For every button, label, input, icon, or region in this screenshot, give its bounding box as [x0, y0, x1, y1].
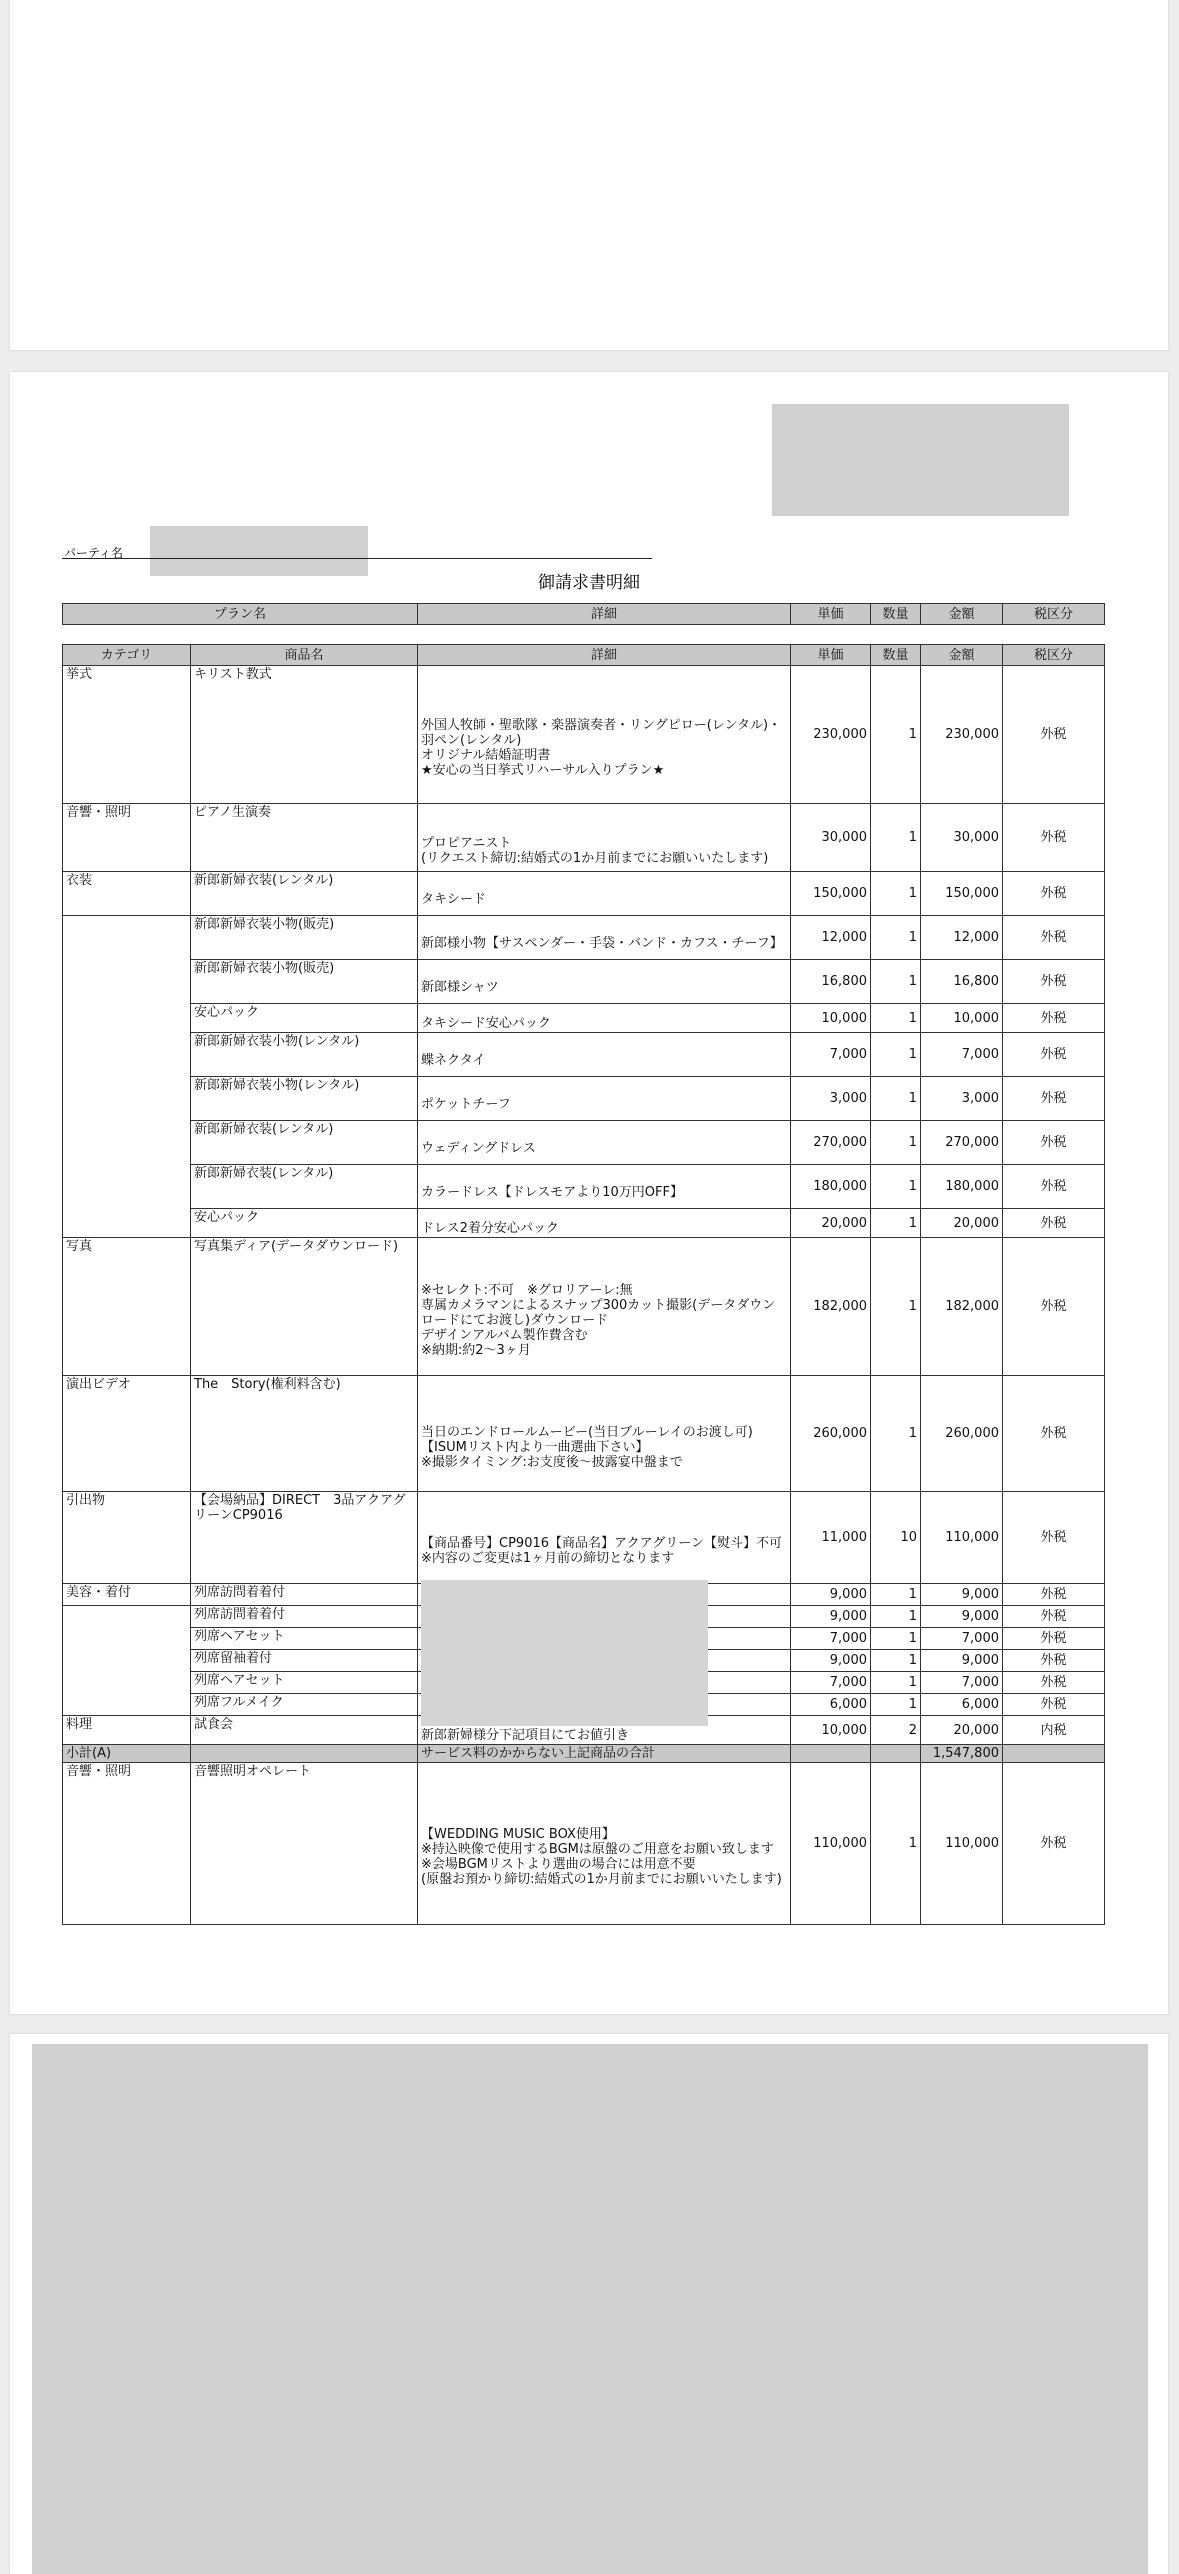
category-cell	[63, 1209, 191, 1238]
detail-cell: 新郎様シャツ	[418, 960, 791, 1004]
subtotal-empty	[871, 1745, 921, 1763]
quantity-cell: 1	[871, 1376, 921, 1492]
tax-category-cell: 外税	[1003, 1033, 1105, 1077]
unit-price-cell: 6,000	[791, 1694, 871, 1716]
category-cell	[63, 1004, 191, 1033]
table-row	[63, 916, 1105, 960]
subtotal-label: 小計(A)	[63, 1745, 191, 1763]
plan-header-row	[63, 604, 1105, 625]
detail-cell: ※セレクト:不可 ※グロリアーレ:無 専属カメラマンによるスナップ300カット撮影(データダウンロードにてお渡し)ダウンロード デザインアルバム製作費含む ※納期:約2〜3ヶ月	[418, 1238, 791, 1376]
detail-cell: 新郎様小物【サスペンダー・手袋・バンド・カフス・チーフ】	[418, 916, 791, 960]
category-cell: 写真	[63, 1238, 191, 1376]
category-cell: 音響・照明	[63, 1763, 191, 1925]
redacted-detail-block	[421, 1580, 708, 1726]
unit-price-cell: 230,000	[791, 666, 871, 804]
subtotal-empty	[791, 1745, 871, 1763]
amount-cell: 7,000	[921, 1672, 1003, 1694]
column-header: 単価	[791, 604, 871, 625]
tax-category-cell: 外税	[1003, 1077, 1105, 1121]
quantity-cell: 1	[871, 1121, 921, 1165]
detail-cell: 【WEDDING MUSIC BOX使用】 ※持込映像で使用するBGMは原盤のご用意をお願い致します ※会場BGMリストより選曲の場合には用意不要 (原盤お預かり締切:結婚式の1か月前までにお願いいたします)	[418, 1763, 791, 1925]
column-header: 数量	[871, 645, 921, 666]
product-name-cell: 列席ヘアセット	[191, 1628, 418, 1650]
amount-cell: 20,000	[921, 1209, 1003, 1238]
tax-category-cell: 外税	[1003, 1121, 1105, 1165]
product-name-cell: The Story(権利料含む)	[191, 1376, 418, 1492]
category-cell	[63, 960, 191, 1004]
unit-price-cell: 7,000	[791, 1672, 871, 1694]
tax-category-cell: 外税	[1003, 1628, 1105, 1650]
tax-category-cell: 外税	[1003, 1165, 1105, 1209]
table-row	[63, 1763, 1105, 1925]
amount-cell: 16,800	[921, 960, 1003, 1004]
quantity-cell: 1	[871, 1004, 921, 1033]
quantity-cell: 1	[871, 1033, 921, 1077]
amount-cell: 110,000	[921, 1492, 1003, 1584]
unit-price-cell: 7,000	[791, 1628, 871, 1650]
subtotal-row	[63, 1745, 1105, 1763]
quantity-cell: 1	[871, 1672, 921, 1694]
product-name-cell: 新郎新婦衣装(レンタル)	[191, 872, 418, 916]
column-header: 商品名	[191, 645, 418, 666]
detail-cell: ドレス2着分安心パック	[418, 1209, 791, 1238]
redacted-block	[32, 2044, 1148, 2574]
quantity-cell: 1	[871, 916, 921, 960]
unit-price-cell: 20,000	[791, 1209, 871, 1238]
amount-cell: 10,000	[921, 1004, 1003, 1033]
tax-category-cell: 外税	[1003, 872, 1105, 916]
detail-cell: 【商品番号】CP9016【商品名】アクアグリーン【熨斗】不可 ※内容のご変更は1ヶ月前の締切となります	[418, 1492, 791, 1584]
tax-category-cell: 外税	[1003, 916, 1105, 960]
category-cell	[63, 1694, 191, 1716]
product-name-cell: 新郎新婦衣装(レンタル)	[191, 1121, 418, 1165]
party-label: パーティ名	[64, 546, 124, 560]
amount-cell: 180,000	[921, 1165, 1003, 1209]
unit-price-cell: 9,000	[791, 1606, 871, 1628]
detail-cell: 当日のエンドロールムービー(当日ブルーレイのお渡し可) 【ISUMリスト内より一曲選曲下さい】 ※撮影タイミング:お支度後〜披露宴中盤まで	[418, 1376, 791, 1492]
party-underline	[62, 558, 652, 559]
unit-price-cell: 11,000	[791, 1492, 871, 1584]
product-name-cell: 新郎新婦衣装小物(販売)	[191, 916, 418, 960]
product-name-cell: 【会場納品】DIRECT 3品アクアグリーンCP9016	[191, 1492, 418, 1584]
unit-price-cell: 182,000	[791, 1238, 871, 1376]
column-header: カテゴリ	[63, 645, 191, 666]
column-header: 単価	[791, 645, 871, 666]
unit-price-cell: 150,000	[791, 872, 871, 916]
quantity-cell: 1	[871, 804, 921, 872]
column-header: 詳細	[418, 645, 791, 666]
amount-cell: 9,000	[921, 1650, 1003, 1672]
quantity-cell: 1	[871, 960, 921, 1004]
category-cell	[63, 916, 191, 960]
amount-cell: 9,000	[921, 1606, 1003, 1628]
detail-cell: 蝶ネクタイ	[418, 1033, 791, 1077]
category-cell	[63, 1033, 191, 1077]
table-row	[63, 1004, 1105, 1033]
unit-price-cell: 110,000	[791, 1763, 871, 1925]
table-row	[63, 804, 1105, 872]
product-name-cell: 新郎新婦衣装小物(レンタル)	[191, 1033, 418, 1077]
detail-cell: 外国人牧師・聖歌隊・楽器演奏者・リングピロー(レンタル)・羽ペン(レンタル) オリジナル結婚証明書 ★安心の当日挙式リハーサル入りプラン★	[418, 666, 791, 804]
item-table	[62, 644, 1105, 1925]
tax-category-cell: 外税	[1003, 804, 1105, 872]
tax-category-cell: 外税	[1003, 1650, 1105, 1672]
tax-category-cell: 外税	[1003, 1376, 1105, 1492]
unit-price-cell: 180,000	[791, 1165, 871, 1209]
quantity-cell: 2	[871, 1716, 921, 1745]
product-name-cell: 音響照明オペレート	[191, 1763, 418, 1925]
product-name-cell: 安心パック	[191, 1004, 418, 1033]
column-header: 金額	[921, 645, 1003, 666]
table-row	[63, 1209, 1105, 1238]
table-row	[63, 1238, 1105, 1376]
quantity-cell: 1	[871, 1628, 921, 1650]
column-header: プラン名	[63, 604, 418, 625]
subtotal-empty	[191, 1745, 418, 1763]
unit-price-cell: 260,000	[791, 1376, 871, 1492]
product-name-cell: ピアノ生演奏	[191, 804, 418, 872]
unit-price-cell: 10,000	[791, 1716, 871, 1745]
tax-category-cell: 外税	[1003, 1606, 1105, 1628]
table-row	[63, 960, 1105, 1004]
detail-cell: ポケットチーフ	[418, 1077, 791, 1121]
product-name-cell: 安心パック	[191, 1209, 418, 1238]
detail-cell: プロピアニスト (リクエスト締切:結婚式の1か月前までにお願いいたします)	[418, 804, 791, 872]
column-header: 税区分	[1003, 604, 1105, 625]
product-name-cell: 列席フルメイク	[191, 1694, 418, 1716]
category-cell	[63, 1628, 191, 1650]
unit-price-cell: 12,000	[791, 916, 871, 960]
product-name-cell: キリスト教式	[191, 666, 418, 804]
quantity-cell: 1	[871, 666, 921, 804]
detail-cell: カラードレス【ドレスモアより10万円OFF】	[418, 1165, 791, 1209]
quantity-cell: 1	[871, 1584, 921, 1606]
redacted-block	[772, 404, 1069, 516]
category-cell: 衣装	[63, 872, 191, 916]
tax-category-cell: 外税	[1003, 1763, 1105, 1925]
table-row	[63, 1121, 1105, 1165]
amount-cell: 6,000	[921, 1694, 1003, 1716]
unit-price-cell: 9,000	[791, 1584, 871, 1606]
product-name-cell: 新郎新婦衣装小物(レンタル)	[191, 1077, 418, 1121]
unit-price-cell: 7,000	[791, 1033, 871, 1077]
subtotal-amount: 1,547,800	[921, 1745, 1003, 1763]
unit-price-cell: 10,000	[791, 1004, 871, 1033]
column-header: 税区分	[1003, 645, 1105, 666]
product-name-cell: 列席訪問着着付	[191, 1584, 418, 1606]
tax-category-cell: 外税	[1003, 960, 1105, 1004]
category-cell: 美容・着付	[63, 1584, 191, 1606]
table-row	[63, 666, 1105, 804]
category-cell	[63, 1650, 191, 1672]
unit-price-cell: 270,000	[791, 1121, 871, 1165]
tax-category-cell: 外税	[1003, 1238, 1105, 1376]
category-cell	[63, 1077, 191, 1121]
detail-cell: タキシード安心パック	[418, 1004, 791, 1033]
item-header-row	[63, 645, 1105, 666]
product-name-cell: 新郎新婦衣装(レンタル)	[191, 1165, 418, 1209]
table-row	[63, 1492, 1105, 1584]
category-cell: 引出物	[63, 1492, 191, 1584]
category-cell	[63, 1165, 191, 1209]
category-cell	[63, 1606, 191, 1628]
product-name-cell: 写真集ディア(データダウンロード)	[191, 1238, 418, 1376]
table-row	[63, 1077, 1105, 1121]
amount-cell: 9,000	[921, 1584, 1003, 1606]
unit-price-cell: 30,000	[791, 804, 871, 872]
product-name-cell: 新郎新婦衣装小物(販売)	[191, 960, 418, 1004]
table-row	[63, 1033, 1105, 1077]
tax-category-cell: 外税	[1003, 1209, 1105, 1238]
quantity-cell: 1	[871, 1238, 921, 1376]
unit-price-cell: 9,000	[791, 1650, 871, 1672]
quantity-cell: 1	[871, 1606, 921, 1628]
quantity-cell: 1	[871, 1209, 921, 1238]
quantity-cell: 1	[871, 872, 921, 916]
page-title: 御請求書明細	[538, 573, 640, 593]
tax-category-cell: 外税	[1003, 1694, 1105, 1716]
amount-cell: 182,000	[921, 1238, 1003, 1376]
quantity-cell: 1	[871, 1077, 921, 1121]
detail-cell: ウェディングドレス	[418, 1121, 791, 1165]
product-name-cell: 列席ヘアセット	[191, 1672, 418, 1694]
quantity-cell: 10	[871, 1492, 921, 1584]
page-2	[10, 372, 1168, 2014]
category-cell: 料理	[63, 1716, 191, 1745]
category-cell: 演出ビデオ	[63, 1376, 191, 1492]
tax-category-cell: 外税	[1003, 1492, 1105, 1584]
detail-cell: タキシード	[418, 872, 791, 916]
product-name-cell: 試食会	[191, 1716, 418, 1745]
quantity-cell: 1	[871, 1763, 921, 1925]
category-cell: 音響・照明	[63, 804, 191, 872]
quantity-cell: 1	[871, 1165, 921, 1209]
amount-cell: 150,000	[921, 872, 1003, 916]
category-cell	[63, 1121, 191, 1165]
amount-cell: 30,000	[921, 804, 1003, 872]
column-header: 金額	[921, 604, 1003, 625]
tax-category-cell: 外税	[1003, 1672, 1105, 1694]
subtotal-empty	[1003, 1745, 1105, 1763]
amount-cell: 3,000	[921, 1077, 1003, 1121]
detail-cell: 新郎新婦様分下記項目にてお値引き	[418, 1716, 791, 1745]
tax-category-cell: 外税	[1003, 666, 1105, 804]
tax-category-cell: 外税	[1003, 1584, 1105, 1606]
unit-price-cell: 16,800	[791, 960, 871, 1004]
table-row	[63, 1165, 1105, 1209]
tax-category-cell: 外税	[1003, 1004, 1105, 1033]
category-cell	[63, 1672, 191, 1694]
category-cell: 挙式	[63, 666, 191, 804]
plan-header-table	[62, 603, 1105, 625]
product-name-cell: 列席留袖着付	[191, 1650, 418, 1672]
amount-cell: 7,000	[921, 1033, 1003, 1077]
quantity-cell: 1	[871, 1694, 921, 1716]
product-name-cell: 列席訪問着着付	[191, 1606, 418, 1628]
table-row	[63, 872, 1105, 916]
table-row	[63, 1376, 1105, 1492]
amount-cell: 12,000	[921, 916, 1003, 960]
column-header: 詳細	[418, 604, 791, 625]
unit-price-cell: 3,000	[791, 1077, 871, 1121]
subtotal-detail: サービス料のかからない上記商品の合計	[418, 1745, 791, 1763]
amount-cell: 110,000	[921, 1763, 1003, 1925]
tax-category-cell: 内税	[1003, 1716, 1105, 1745]
quantity-cell: 1	[871, 1650, 921, 1672]
amount-cell: 7,000	[921, 1628, 1003, 1650]
amount-cell: 20,000	[921, 1716, 1003, 1745]
page-3	[10, 2034, 1168, 2574]
column-header: 数量	[871, 604, 921, 625]
amount-cell: 270,000	[921, 1121, 1003, 1165]
page-1	[10, 0, 1168, 350]
amount-cell: 260,000	[921, 1376, 1003, 1492]
amount-cell: 230,000	[921, 666, 1003, 804]
